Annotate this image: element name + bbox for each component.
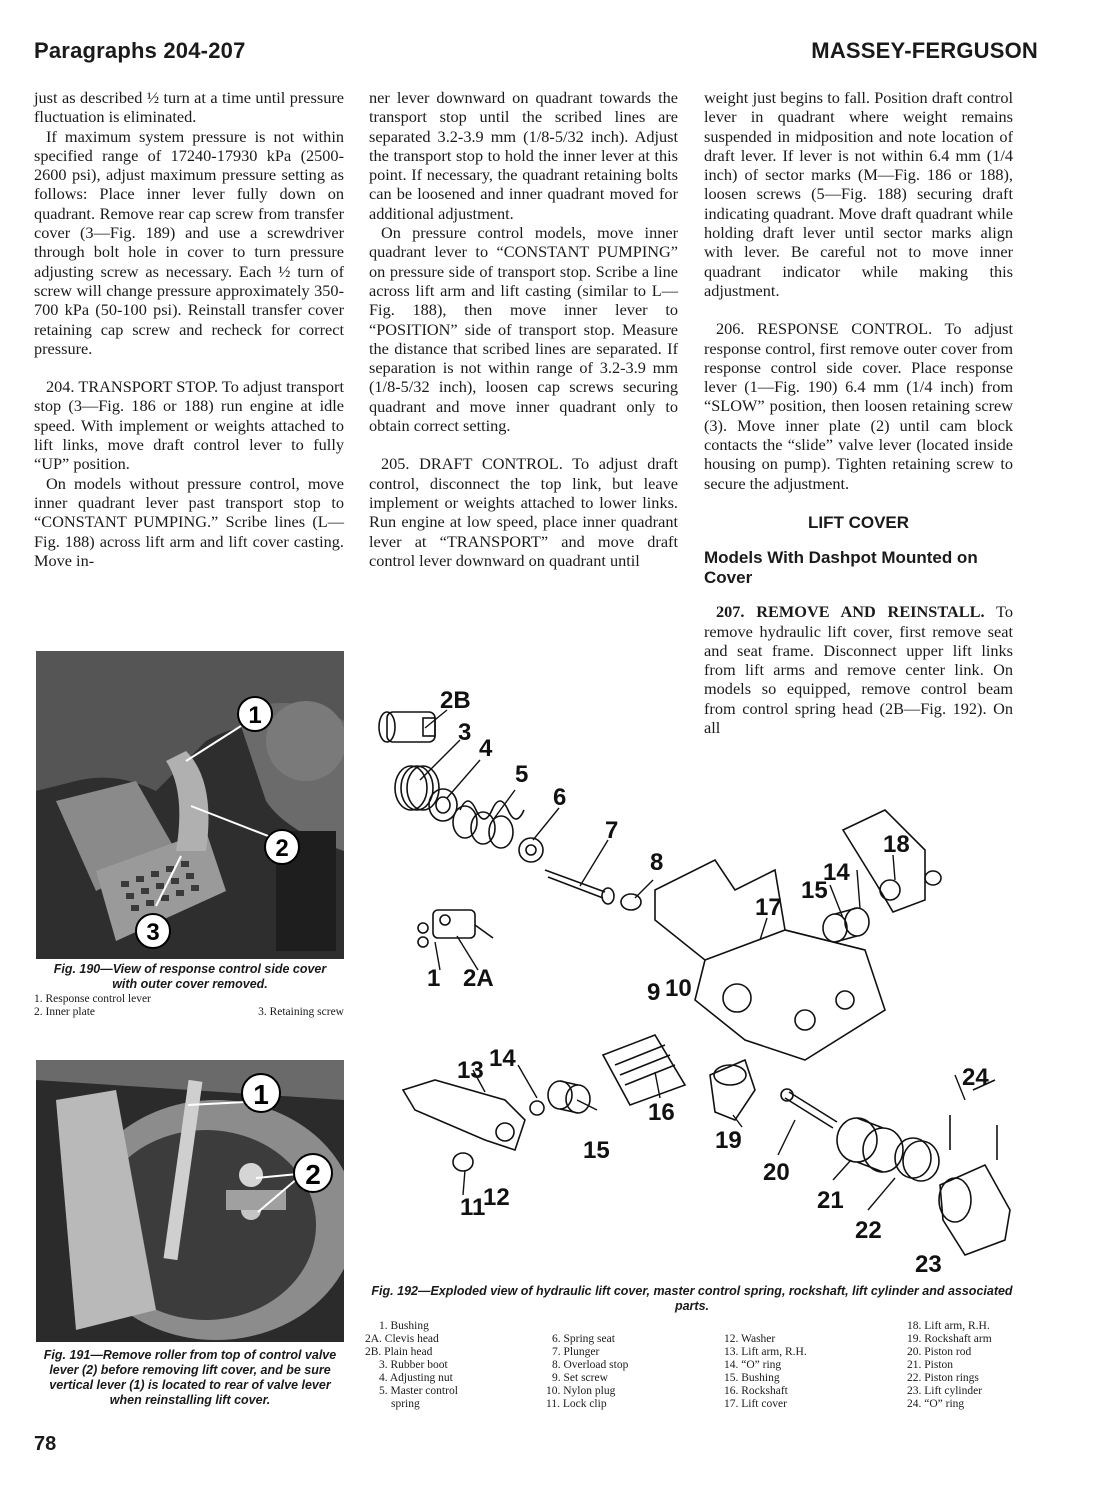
legend-item: 7. Plunger <box>552 1346 600 1358</box>
fig192-label-15b: 15 <box>583 1137 610 1164</box>
paragraph: weight just begins to fall. Position draft control lever in quadrant where weight remains suspended in midposition and note location of draft lever. If lever is not within 6.4 mm (1/4 inch) of sector marks (M—Fig. 186 or 188), loosen screws (5—Fig. 188) securing draft indicating quadrant. Move draft quadrant while holding draft lever until sector marks align with lever. Be careful not to move inner quadrant indicator while making this adjustment. <box>704 88 1013 300</box>
paragraph-response-control: 206. RESPONSE CONTROL. To adjust response control, first remove outer cover from response control side cover. Place response lever (1—Fig. 190) 6.4 mm (1/4 inch) from “SLOW” position, then loosen retaining screw (3). Move inner plate (2) until cam block contacts the “slide” valve lever (located inside housing on pump). Tighten retaining screw to secure the adjustment. <box>704 319 1013 493</box>
fig192-label-11: 11 <box>460 1194 486 1221</box>
legend-item: 14. “O” ring <box>724 1359 782 1371</box>
legend-item: 23. Lift cylinder <box>907 1385 983 1397</box>
fig192-label-2B: 2B <box>440 687 471 714</box>
fig191-caption: Fig. 191—Remove roller from top of control valve lever (2) before removing lift cover, and be sure vertical lever (1) is located to rear of valve lever when reinstalling lift cover. <box>43 1348 337 1407</box>
subsection-heading: Models With Dashpot Mounted on Cover <box>704 548 978 588</box>
fig192-label-13: 13 <box>457 1057 484 1084</box>
svg-text:1: 1 <box>253 1079 269 1110</box>
legend-item: 15. Bushing <box>724 1372 780 1384</box>
legend-item: 24. “O” ring <box>907 1398 965 1410</box>
fig191-illustration <box>36 1060 344 1342</box>
fig192-label-3: 3 <box>458 719 472 746</box>
fig192-label-18: 18 <box>883 831 910 858</box>
svg-text:3: 3 <box>146 919 160 946</box>
fig192-label-6: 6 <box>553 784 567 811</box>
legend-item: 9. Set screw <box>552 1372 608 1384</box>
fig192-label-14b: 14 <box>489 1045 516 1072</box>
paragraph: On models without pressure control, move inner quadrant lever past transport stop to “CONSTANT PUMPING.” Scribe lines (L— Fig. 188) across lift arm and lift cover casting. Move in- <box>34 473 344 570</box>
legend-item: 12. Washer <box>724 1333 776 1345</box>
fig190-caption: Fig. 190—View of response control side cover with outer cover removed. <box>53 962 327 991</box>
fig192-legend-col2 <box>546 1333 676 1411</box>
fig192-diagram <box>365 680 1025 1280</box>
legend-item: 16. Rockshaft <box>724 1385 788 1397</box>
paragraph: On pressure control models, move inner quadrant lever to “CONSTANT PUMPING” on pressure side of transport stop. Scribe a line across lift arm and lift casting (similar to L—Fig. 188), then move inner lever to “POSITION” side of transport stop. Measure the distance that scribed lines are separated. If separation is not within range of 3.2-3.9 mm (1/8-5/32 inch), loosen cap screws securing quadrant and move inner quadrant only to obtain correct setting. <box>369 223 678 436</box>
fig192-label-5: 5 <box>515 761 529 788</box>
fig192-label-20: 20 <box>763 1159 790 1186</box>
fig190-callout-1 <box>238 697 272 731</box>
paragraph-draft-control: 205. DRAFT CONTROL. To adjust draft control, disconnect the top link, but leave implement or weights attached to lower links. Run engine at low speed, place inner quadrant lever at “TRANSPORT” and move draft control lever downward on quadrant until <box>369 454 678 570</box>
legend-item: 21. Piston <box>907 1359 954 1371</box>
fig190-callout-3 <box>136 914 170 948</box>
fig192-label-9: 9 <box>647 979 661 1006</box>
fig192-illustration <box>365 680 1025 1280</box>
fig192-label-17: 17 <box>755 894 782 921</box>
legend-item: 11. Lock clip <box>546 1398 607 1410</box>
legend-item: 2. Inner plate <box>34 1006 95 1018</box>
fig192-label-10: 10 <box>665 975 692 1002</box>
paragraph-lead: 207. REMOVE AND REINSTALL. <box>716 602 985 622</box>
paragraph-transport-stop: 204. TRANSPORT STOP. To adjust transport stop (3—Fig. 186 or 188) run engine at idle speed. With implement or weights attached to lift links, move draft control lever to fully “UP” position. <box>34 377 344 474</box>
legend-item: 2B. Plain head <box>365 1346 433 1358</box>
fig192-legend-col3 <box>724 1333 864 1411</box>
legend-item: 4. Adjusting nut <box>379 1372 453 1384</box>
fig192-label-1: 1 <box>427 965 441 992</box>
legend-item: 22. Piston rings <box>907 1372 979 1384</box>
legend-item: 1. Bushing <box>379 1320 429 1332</box>
legend-item: 19. Rockshaft arm <box>907 1333 992 1345</box>
fig192-label-2A: 2A <box>463 965 494 992</box>
fig192-label-7: 7 <box>605 817 619 844</box>
legend-item: 2A. Clevis head <box>365 1333 439 1345</box>
svg-text:1: 1 <box>248 702 262 729</box>
svg-text:2: 2 <box>275 835 289 862</box>
fig190-photo <box>36 651 344 959</box>
fig192-label-12: 12 <box>483 1184 510 1211</box>
fig190-legend <box>34 993 344 1019</box>
fig191-callout-1 <box>242 1074 280 1112</box>
page-number: 78 <box>34 1433 57 1455</box>
fig192-label-22: 22 <box>855 1217 882 1244</box>
text-column-2 <box>369 88 678 570</box>
fig192-legend-col4 <box>907 1320 1022 1411</box>
fig192-label-15: 15 <box>801 877 828 904</box>
fig191-photo <box>36 1060 344 1342</box>
legend-row <box>34 1006 344 1019</box>
paragraph: just as described ½ turn at a time until pressure fluctuation is eliminated. <box>34 88 344 127</box>
fig192-legend-col1 <box>365 1320 495 1411</box>
legend-item: 17. Lift cover <box>724 1398 787 1410</box>
paragraph-body: To remove hydraulic lift cover, first remove seat and seat frame. Disconnect upper lift links from lift arms and remove center link. On models so equipped, remove control beam from control spring head (2B—Fig. 192). On all <box>704 602 1013 738</box>
running-header-left: Paragraphs 204-207 <box>34 38 246 63</box>
fig192-label-23: 23 <box>915 1251 942 1278</box>
section-heading: LIFT COVER <box>807 512 910 532</box>
paragraph: If maximum system pressure is not within specified range of 17240-17930 kPa (2500-2600 psi), adjust maximum pressure setting as follows: Place inner lever fully down on quadrant. Remove rear cap screw from transfer cover (3—Fig. 189) and use a screwdriver through bolt hole in cover to turn pressure adjusting screw as necessary. Each ½ turn of screw will change pressure approximately 350-700 kPa (50-100 psi). Reinstall transfer cover retaining cap screw and recheck for correct pressure. <box>34 126 344 358</box>
fig191-callout-2 <box>294 1154 332 1192</box>
paragraph: ner lever downward on quadrant towards the transport stop until the scribed lines are separated 3.2-3.9 mm (1/8-5/32 inch). Adjust the transport stop to hold the inner lever at this point. If necessary, the quadrant retaining bolts can be loosened and inner quadrant moved for additional adjustment. <box>369 88 678 223</box>
legend-item: 1. Response control lever <box>34 993 151 1005</box>
fig192-label-14: 14 <box>823 859 850 886</box>
svg-text:2: 2 <box>305 1159 321 1190</box>
fig192-label-24: 24 <box>962 1064 989 1091</box>
text-column-3 <box>704 88 1013 737</box>
text-column-1 <box>34 88 344 570</box>
legend-item: 13. Lift arm, R.H. <box>724 1346 807 1358</box>
fig192-label-19: 19 <box>715 1127 742 1154</box>
running-header-right: MASSEY-FERGUSON <box>811 38 1038 63</box>
fig190-illustration <box>36 651 344 959</box>
fig192-label-21: 21 <box>817 1187 844 1214</box>
legend-item: 18. Lift arm, R.H. <box>907 1320 990 1332</box>
legend-item: 5. Master control <box>379 1385 458 1397</box>
fig192-caption: Fig. 192—Exploded view of hydraulic lift cover, master control spring, rockshaft, lift cylinder and associated parts. <box>371 1284 1013 1313</box>
legend-item: 8. Overload stop <box>552 1359 629 1371</box>
fig192-label-4: 4 <box>479 735 493 762</box>
legend-item: 6. Spring seat <box>552 1333 615 1345</box>
legend-item: 10. Nylon plug <box>546 1385 616 1397</box>
legend-item: 3. Rubber boot <box>379 1359 448 1371</box>
legend-item: 3. Retaining screw <box>258 1006 344 1018</box>
fig190-callout-2 <box>265 830 299 864</box>
fig192-label-16: 16 <box>648 1099 675 1126</box>
fig192-label-8: 8 <box>650 849 664 876</box>
legend-item: 20. Piston rod <box>907 1346 972 1358</box>
legend-item: spring <box>391 1398 420 1410</box>
